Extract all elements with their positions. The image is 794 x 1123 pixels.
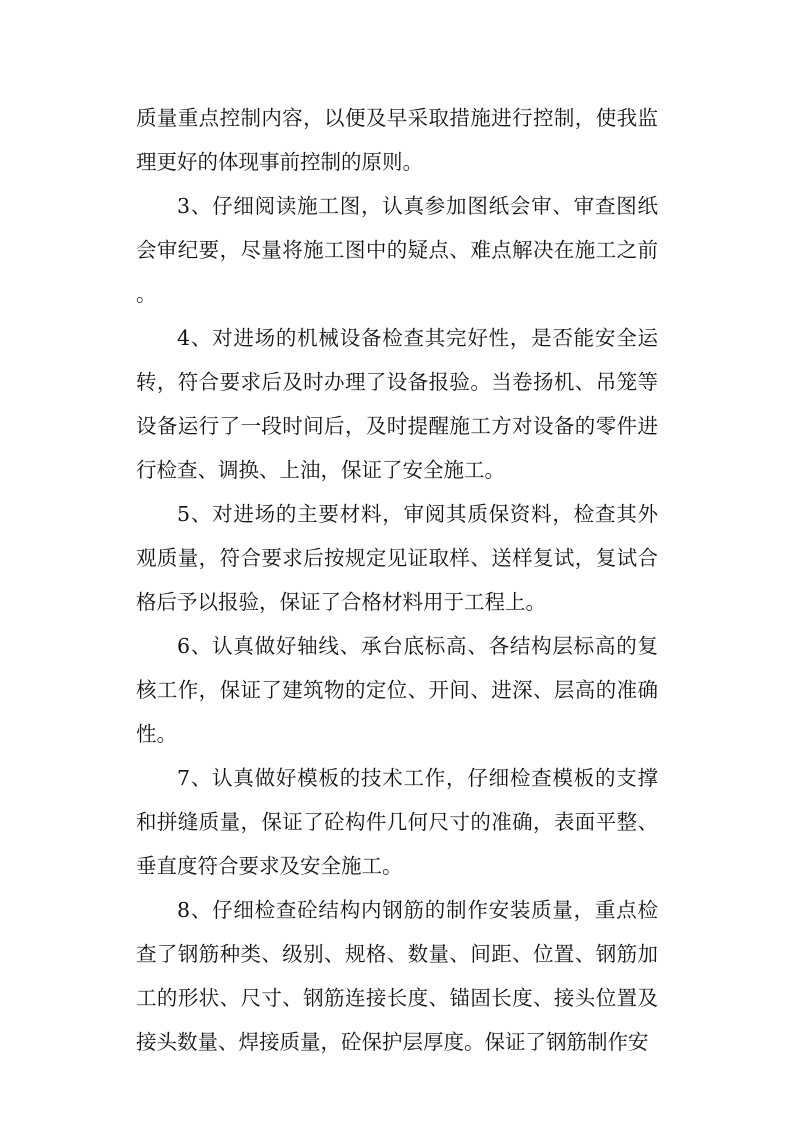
document-body: [136, 96, 658, 1064]
paragraph-7: 8、仔细检查砼结构内钢筋的制作安装质量，重点检查了钢筋种类、级别、规格、数量、间距、位置、钢筋加工的形状、尺寸、钢筋连接长度、锚固长度、接头位置及接头数量、焊接质量，砼保护层厚度。保证了钢筋制作安: [136, 898, 658, 1054]
paragraph-3: 4、对进场的机械设备检查其完好性，是否能安全运转，符合要求后及时办理了设备报验。当卷扬机、吊笼等设备运行了一段时间后，及时提醒施工方对设备的零件进行检查、调换、上油，保证了安全施工。: [136, 326, 658, 482]
paragraph-2: 3、仔细阅读施工图，认真参加图纸会审、审查图纸会审纪要，尽量将施工图中的疑点、难点解决在施工之前。: [136, 194, 658, 306]
paragraph-1: 质量重点控制内容，以便及早采取措施进行控制，使我监理更好的体现事前控制的原则。: [136, 106, 658, 174]
paragraph-6: 7、认真做好模板的技术工作，仔细检查模板的支撑和拼缝质量，保证了砼构件几何尺寸的准确，表面平整、垂直度符合要求及安全施工。: [136, 766, 658, 878]
paragraph-4: 5、对进场的主要材料，审阅其质保资料，检查其外观质量，符合要求后按规定见证取样、送样复试，复试合格后予以报验，保证了合格材料用于工程上。: [136, 502, 658, 614]
paragraph-5: 6、认真做好轴线、承台底标高、各结构层标高的复核工作，保证了建筑物的定位、开间、进深、层高的准确性。: [136, 634, 658, 746]
